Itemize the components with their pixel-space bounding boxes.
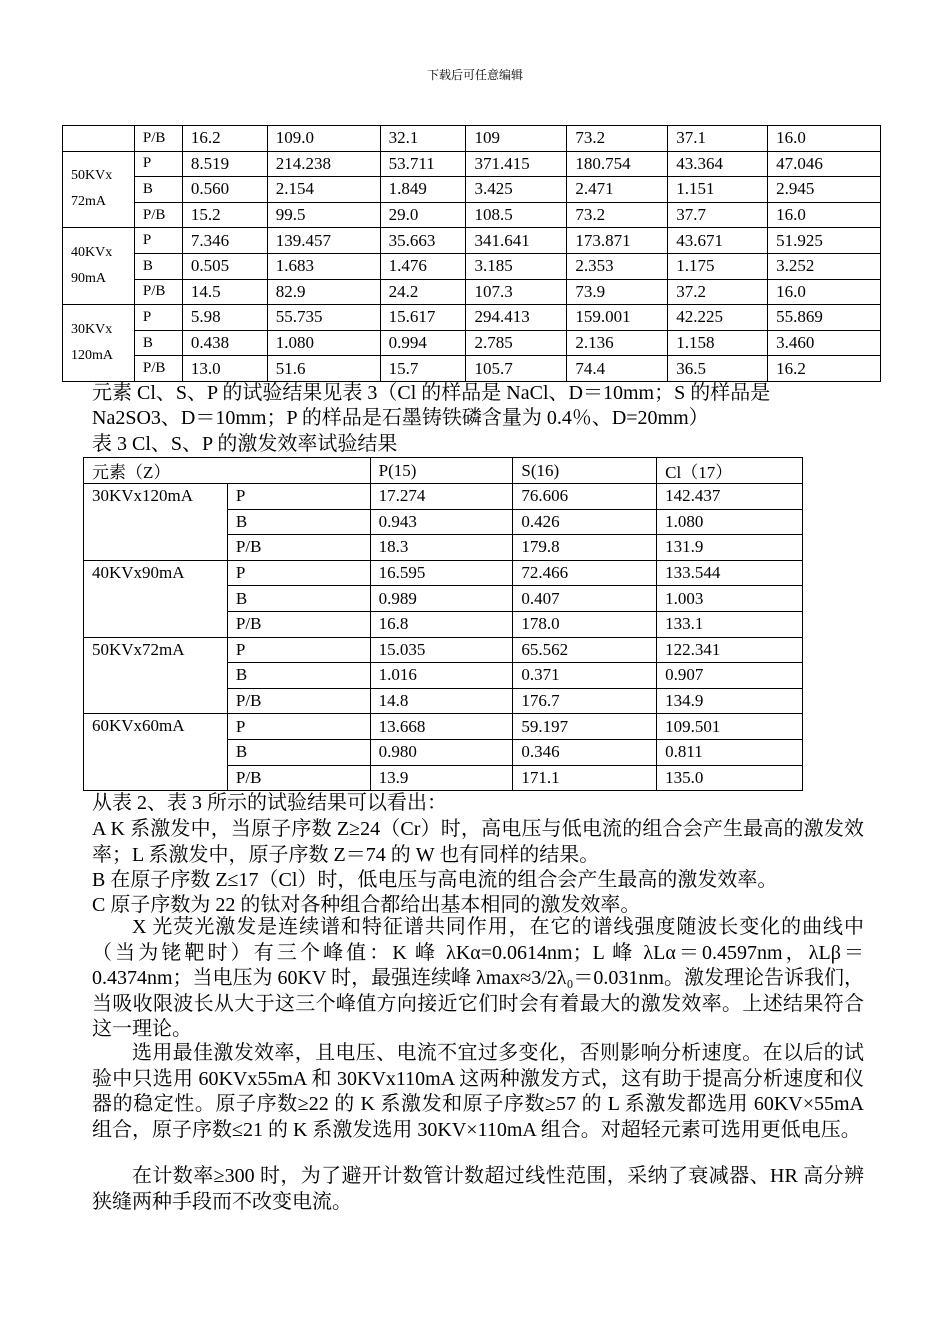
row-label: P/B bbox=[134, 202, 182, 228]
column-header: S(16) bbox=[513, 458, 657, 484]
row-label: P/B bbox=[227, 611, 370, 637]
table-cell: 0.426 bbox=[513, 509, 657, 535]
point-c: C 原子序数为 22 的钛对各种组合都给出基本相同的激发效率。 bbox=[92, 894, 641, 916]
row-label: P bbox=[134, 151, 182, 177]
table-cell: 1.016 bbox=[370, 663, 513, 689]
table-cell: 294.413 bbox=[466, 305, 567, 331]
table-cell: 15.2 bbox=[182, 202, 267, 228]
table-cell: 0.907 bbox=[657, 663, 803, 689]
table-row bbox=[84, 560, 803, 586]
table-row bbox=[63, 253, 881, 279]
table-cell: 47.046 bbox=[768, 151, 881, 177]
table-cell: 108.5 bbox=[466, 202, 567, 228]
table-cell: 178.0 bbox=[513, 611, 657, 637]
table-cell: 2.154 bbox=[267, 177, 380, 203]
table-cell: 16.8 bbox=[370, 611, 513, 637]
table-row bbox=[63, 330, 881, 356]
table-cell: 2.471 bbox=[567, 177, 668, 203]
table-cell: 15.035 bbox=[370, 637, 513, 663]
page-header: 下载后可任意编辑 bbox=[426, 68, 523, 82]
table-cell: 179.8 bbox=[513, 535, 657, 561]
table-cell: 15.617 bbox=[380, 305, 466, 331]
table-cell: 17.274 bbox=[370, 484, 513, 510]
intro-line-1: 元素 Cl、S、P 的试验结果见表 3（Cl 的样品是 NaCl、D＝10mm；S 的样品是 bbox=[92, 382, 771, 404]
table-cell: 18.3 bbox=[370, 535, 513, 561]
table-cell: 16.595 bbox=[370, 560, 513, 586]
table-cell: 32.1 bbox=[380, 126, 466, 152]
table-cell: 1.151 bbox=[668, 177, 768, 203]
table-cell: 0.346 bbox=[513, 739, 657, 765]
table-cell: 1.175 bbox=[668, 253, 768, 279]
table-row bbox=[63, 177, 881, 203]
table-cell: 37.2 bbox=[668, 279, 768, 305]
table-cell: 109.0 bbox=[267, 126, 380, 152]
table-cell: 341.641 bbox=[466, 228, 567, 254]
table-cell: 107.3 bbox=[466, 279, 567, 305]
table-cell: 37.7 bbox=[668, 202, 768, 228]
condition-cell: 50KVx72mA bbox=[84, 637, 228, 714]
table-cell: 13.0 bbox=[182, 356, 267, 382]
table-cell: 109.501 bbox=[657, 714, 803, 740]
condition-current: 120mA bbox=[71, 348, 113, 364]
table-cell: 65.562 bbox=[513, 637, 657, 663]
table-header-row bbox=[84, 458, 803, 484]
table-row bbox=[63, 279, 881, 305]
table-cell: 0.989 bbox=[370, 586, 513, 612]
condition-voltage: 30KVx bbox=[71, 322, 113, 338]
condition-cell bbox=[63, 305, 135, 382]
table-cell: 180.754 bbox=[567, 151, 668, 177]
table-row bbox=[84, 714, 803, 740]
table-cell: 0.943 bbox=[370, 509, 513, 535]
row-label: P bbox=[227, 637, 370, 663]
table-cell: 131.9 bbox=[657, 535, 803, 561]
table-cell: 105.7 bbox=[466, 356, 567, 382]
table-3 bbox=[83, 457, 803, 791]
table-row bbox=[63, 228, 881, 254]
table-cell: 7.346 bbox=[182, 228, 267, 254]
row-label: B bbox=[227, 739, 370, 765]
table-row bbox=[63, 202, 881, 228]
table-cell: 142.437 bbox=[657, 484, 803, 510]
table-cell: 36.5 bbox=[668, 356, 768, 382]
table-cell: 55.735 bbox=[267, 305, 380, 331]
row-label: P/B bbox=[227, 688, 370, 714]
table-row bbox=[84, 637, 803, 663]
row-label: P/B bbox=[227, 535, 370, 561]
table-cell: 3.425 bbox=[466, 177, 567, 203]
condition-voltage: 50KVx bbox=[71, 168, 113, 184]
table-cell: 2.353 bbox=[567, 253, 668, 279]
table-row bbox=[63, 356, 881, 382]
table-cell: 51.6 bbox=[267, 356, 380, 382]
table-cell: 76.606 bbox=[513, 484, 657, 510]
table-cell: 43.364 bbox=[668, 151, 768, 177]
row-label: P bbox=[134, 305, 182, 331]
row-label: B bbox=[227, 509, 370, 535]
table-cell: 24.2 bbox=[380, 279, 466, 305]
table-cell: 3.185 bbox=[466, 253, 567, 279]
table-cell: 139.457 bbox=[267, 228, 380, 254]
table-cell: 3.460 bbox=[768, 330, 881, 356]
table-cell: 35.663 bbox=[380, 228, 466, 254]
paragraph-3: 在计数率≥300 时，为了避开计数管计数超过线性范围，采纳了衰减器、HR 高分辨狭缝两种手段而不改变电流。 bbox=[92, 1165, 864, 1213]
table-cell: 43.671 bbox=[668, 228, 768, 254]
conclusion-intro: 从表 2、表 3 所示的试验结果可以看出： bbox=[92, 792, 447, 814]
table-cell: 51.925 bbox=[768, 228, 881, 254]
column-header: Cl（17） bbox=[657, 458, 803, 484]
table-cell: 0.407 bbox=[513, 586, 657, 612]
table-cell: 59.197 bbox=[513, 714, 657, 740]
table-cell: 16.0 bbox=[768, 126, 881, 152]
paragraph-1: X 光荧光激发是连续谱和特征谱共同作用，在它的谱线强度随波长变化的曲线中（当为铑靶时）有三个峰值：K 峰 λKα=0.0614nm；L 峰 λLα＝0.4597nm，λLβ＝0.4374nm；当电压为 60KV 时，最强连续峰 λmax≈3/2λ₀＝0.031nm。激发理论告诉我们，当吸收限波长从大于这三个峰值方向接近它们时会有着最大的激发效率。上述结果符合这一理论。 bbox=[92, 916, 864, 1041]
condition-cell: 30KVx120mA bbox=[84, 484, 228, 561]
table-cell: 1.158 bbox=[668, 330, 768, 356]
table-cell: 2.136 bbox=[567, 330, 668, 356]
condition-cell: 60KVx60mA bbox=[84, 714, 228, 791]
table-cell: 14.8 bbox=[370, 688, 513, 714]
table-cell: 0.980 bbox=[370, 739, 513, 765]
table-cell: 13.668 bbox=[370, 714, 513, 740]
table-cell: 171.1 bbox=[513, 765, 657, 791]
paragraph-2: 选用最佳激发效率，且电压、电流不宜过多变化，否则影响分析速度。在以后的试验中只选用 60KVx55mA 和 30KVx110mA 这两种激发方式，这有助于提高分析速度和仪器的稳定性。原子序数≥22 的 K 系激发和原子序数≥57 的 L 系激发都选用 60KV×55mA 组合，原子序数≤21 的 K 系激发选用 30KV×110mA 组合。对超轻元素可选用更低电压。 bbox=[92, 1042, 864, 1141]
table-cell: 8.519 bbox=[182, 151, 267, 177]
table-cell: 29.0 bbox=[380, 202, 466, 228]
table-cell: 13.9 bbox=[370, 765, 513, 791]
table-cell: 74.4 bbox=[567, 356, 668, 382]
row-label: P/B bbox=[134, 279, 182, 305]
row-label: P/B bbox=[134, 356, 182, 382]
table-cell: 73.9 bbox=[567, 279, 668, 305]
column-header: P(15) bbox=[370, 458, 513, 484]
point-a: A K 系激发中，当原子序数 Z≥24（Cr）时，高电压与低电流的组合会产生最高的激发效率；L 系激发中，原子序数 Z＝74 的 W 也有同样的结果。 bbox=[92, 818, 864, 866]
table-cell: 55.869 bbox=[768, 305, 881, 331]
row-label: B bbox=[134, 330, 182, 356]
condition-voltage: 40KVx bbox=[71, 245, 113, 261]
row-label: B bbox=[227, 586, 370, 612]
group-cell-empty bbox=[63, 126, 135, 152]
table-cell: 0.371 bbox=[513, 663, 657, 689]
table-cell: 42.225 bbox=[668, 305, 768, 331]
table-cell: 0.438 bbox=[182, 330, 267, 356]
table-cell: 82.9 bbox=[267, 279, 380, 305]
table-cell: 15.7 bbox=[380, 356, 466, 382]
condition-cell bbox=[63, 228, 135, 305]
table-cell: 371.415 bbox=[466, 151, 567, 177]
row-label: P bbox=[227, 484, 370, 510]
table-2-continued bbox=[62, 125, 881, 382]
table-cell: 0.811 bbox=[657, 739, 803, 765]
table-cell: 214.238 bbox=[267, 151, 380, 177]
table-cell: 133.1 bbox=[657, 611, 803, 637]
table-cell: 16.2 bbox=[768, 356, 881, 382]
table-cell: 73.2 bbox=[567, 202, 668, 228]
table-cell: 1.003 bbox=[657, 586, 803, 612]
table-cell: 16.2 bbox=[182, 126, 267, 152]
table-cell: 1.849 bbox=[380, 177, 466, 203]
table-cell: 1.683 bbox=[267, 253, 380, 279]
table-3-title: 表 3 Cl、S、P 的激发效率试验结果 bbox=[92, 433, 398, 455]
table-cell: 1.080 bbox=[657, 509, 803, 535]
table-row bbox=[84, 484, 803, 510]
intro-line-2: Na2SO3、D＝10mm；P 的样品是石墨铸铁磷含量为 0.4％、D=20mm） bbox=[92, 407, 709, 429]
row-label: P bbox=[134, 228, 182, 254]
table-cell: 122.341 bbox=[657, 637, 803, 663]
table-cell: 1.476 bbox=[380, 253, 466, 279]
table-cell: 173.871 bbox=[567, 228, 668, 254]
table-cell: 5.98 bbox=[182, 305, 267, 331]
table-cell: 133.544 bbox=[657, 560, 803, 586]
table-cell: 159.001 bbox=[567, 305, 668, 331]
table-cell: 0.560 bbox=[182, 177, 267, 203]
table-row bbox=[63, 126, 881, 152]
table-cell: 3.252 bbox=[768, 253, 881, 279]
row-label: B bbox=[134, 177, 182, 203]
table-cell: 99.5 bbox=[267, 202, 380, 228]
condition-cell: 40KVx90mA bbox=[84, 560, 228, 637]
row-label: B bbox=[227, 663, 370, 689]
table-cell: 2.945 bbox=[768, 177, 881, 203]
column-header: 元素（Z） bbox=[84, 458, 371, 484]
table-cell: 53.711 bbox=[380, 151, 466, 177]
condition-current: 90mA bbox=[71, 271, 106, 287]
table-cell: 0.994 bbox=[380, 330, 466, 356]
table-cell: 1.080 bbox=[267, 330, 380, 356]
table-cell: 0.505 bbox=[182, 253, 267, 279]
row-label: P/B bbox=[134, 126, 182, 152]
table-cell: 176.7 bbox=[513, 688, 657, 714]
table-cell: 37.1 bbox=[668, 126, 768, 152]
table-row bbox=[63, 151, 881, 177]
table-cell: 134.9 bbox=[657, 688, 803, 714]
condition-cell bbox=[63, 151, 135, 228]
table-cell: 72.466 bbox=[513, 560, 657, 586]
table-row bbox=[63, 305, 881, 331]
table-cell: 2.785 bbox=[466, 330, 567, 356]
table-cell: 16.0 bbox=[768, 202, 881, 228]
table-cell: 16.0 bbox=[768, 279, 881, 305]
table-cell: 135.0 bbox=[657, 765, 803, 791]
row-label: P bbox=[227, 714, 370, 740]
point-b: B 在原子序数 Z≤17（Cl）时，低电压与高电流的组合会产生最高的激发效率。 bbox=[92, 869, 778, 891]
condition-current: 72mA bbox=[71, 194, 106, 210]
table-cell: 109 bbox=[466, 126, 567, 152]
row-label: P/B bbox=[227, 765, 370, 791]
table-cell: 14.5 bbox=[182, 279, 267, 305]
row-label: P bbox=[227, 560, 370, 586]
table-cell: 73.2 bbox=[567, 126, 668, 152]
row-label: B bbox=[134, 253, 182, 279]
